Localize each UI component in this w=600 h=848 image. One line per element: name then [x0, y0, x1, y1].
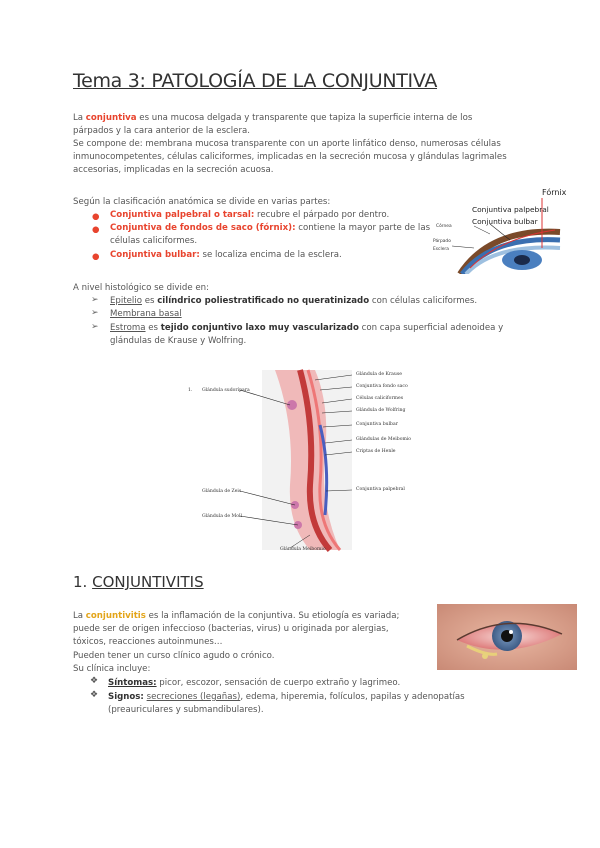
label-left-1: Córnea [436, 224, 452, 229]
histology-item-3 [110, 322, 503, 335]
anatomy-item-2 [110, 222, 430, 235]
histology-item-1 [110, 295, 477, 308]
bullet-icon: ● [92, 225, 100, 235]
histo-label: Glándula de Moll [202, 514, 242, 519]
histology-term: Membrana basal [110, 309, 182, 319]
intro-line-2: párpados y la cara anterior de la esclera. [73, 126, 250, 136]
anatomy-item-3 [110, 249, 342, 262]
sintomas-line [108, 677, 400, 690]
intro-text: es una mucosa delgada y transparente que tapiza la superficie interna de los [136, 113, 473, 123]
histo-label: Glándula de Wolfring [356, 408, 406, 413]
anatomy-lead: Según la clasificación anatómica se divide en varias partes: [73, 197, 331, 207]
conj-line-3: tóxicos, reacciones autoinmunes… [73, 637, 223, 647]
histo-label: 1. [188, 388, 193, 393]
anatomy-term: Conjuntiva palpebral o tarsal: [110, 210, 255, 220]
anatomy-desc: se localiza encima de la esclera. [199, 250, 342, 260]
histo-label: Glándulas de Meibomio [356, 437, 412, 442]
conj-text: La [73, 611, 86, 621]
conj-line-2: puede ser de origen infeccioso (bacterias, virus) u originada por alergias, [73, 624, 389, 634]
histology-bold: tejido conjuntivo laxo muy vascularizado [160, 323, 359, 333]
histology-bold: cilíndrico poliestratificado no queratinizado [157, 296, 370, 306]
intro-line-5: accesorias, implicadas en la secreción acuosa. [73, 165, 274, 175]
signos-cont: (preauriculares y submandibulares). [108, 705, 264, 715]
histology-rest: con células caliciformes. [369, 296, 478, 306]
label-left-2: Párpado [433, 239, 451, 244]
histology-term: Estroma [110, 323, 146, 333]
arrow-icon: ➢ [91, 295, 99, 305]
histology-lead: A nivel histológico se divide en: [73, 283, 209, 293]
signos-line [108, 691, 465, 704]
section-title: CONJUNTIVITIS [92, 573, 204, 591]
histology-mid: es [141, 296, 158, 306]
histology-mid: es [145, 323, 161, 333]
histo-label: Células caliciformes [356, 396, 404, 401]
section-number: 1. [73, 573, 93, 591]
anatomy-desc: recubre el párpado por dentro. [254, 210, 390, 220]
sintomas-text: picor, escozor, sensación de cuerpo extraño y lagrimeo. [156, 678, 401, 688]
conj-line-1 [73, 610, 399, 623]
arrow-icon: ➢ [91, 308, 99, 318]
conj-text: es la inflamación de la conjuntiva. Su etiología es variada; [145, 611, 400, 621]
eye-anatomy-illustration [430, 188, 570, 274]
histo-label: Conjuntiva bulbar [356, 422, 398, 427]
eye-photo-illustration [437, 604, 577, 670]
signos-text: , edema, hiperemia, folículos, papilas y adenopatías [240, 692, 465, 702]
histology-figure [180, 365, 420, 555]
label-palpebral: Conjuntiva palpebral [472, 205, 549, 214]
conj-line-5: Su clínica incluye: [73, 664, 151, 674]
histo-label: Conjuntiva fondo saco [356, 384, 408, 389]
term-conjuntivitis: conjuntivitis [85, 611, 146, 621]
histology-item-2 [110, 308, 182, 321]
intro-line-1 [73, 112, 472, 125]
histo-label: Criptas de Henle [356, 449, 396, 454]
signos-label: Signos: [108, 692, 144, 702]
histo-label: Conjuntiva palpebral [356, 487, 405, 492]
anatomy-item-2-cont: células caliciformes. [110, 236, 198, 246]
bullet-icon: ● [92, 252, 100, 262]
intro-line-3: Se compone de: membrana mucosa transparente con un aporte linfático denso, numerosas células [73, 139, 501, 149]
term-conjuntiva: conjuntiva [85, 113, 137, 123]
sintomas-label: Síntomas: [108, 678, 157, 688]
bullet-icon: ● [92, 212, 100, 222]
histology-term: Epitelio [110, 296, 142, 306]
diamond-bullet-icon: ❖ [90, 676, 99, 686]
page-title: Tema 3: PATOLOGÍA DE LA CONJUNTIVA [73, 70, 438, 92]
section-heading-conjuntivitis [73, 573, 204, 591]
conjunctivitis-eye-photo [437, 604, 577, 670]
histo-label: Glándula sudorípara [202, 388, 250, 393]
histology-item-3-cont: glándulas de Krause y Wolfring. [110, 336, 247, 346]
histology-rest: con capa superficial adenoidea y [358, 323, 504, 333]
anatomy-item-1 [110, 209, 389, 222]
arrow-icon: ➢ [91, 322, 99, 332]
signos-underlined: secreciones (legañas) [146, 692, 241, 702]
label-bulbar: Conjuntiva bulbar [472, 217, 538, 226]
diamond-bullet-icon: ❖ [90, 690, 99, 700]
anatomy-desc: contiene la mayor parte de las [295, 223, 431, 233]
histo-label: Glándula de Krause [356, 372, 402, 377]
histo-label: Glándula de Zeis [202, 489, 242, 494]
histology-illustration [180, 365, 420, 555]
anatomy-term: Conjuntiva de fondos de saco (fórnix): [110, 223, 296, 233]
label-fornix: Fórnix [542, 188, 567, 197]
intro-line-4: inmunocompetentes, células caliciformes, implicadas en la secreción mucosa y glándulas lagrimales [73, 152, 507, 162]
eye-anatomy-diagram [430, 188, 570, 274]
label-left-3: Esclera [433, 247, 449, 252]
histo-label: Glándula Meibomio [280, 547, 326, 552]
intro-text: La [73, 113, 86, 123]
conj-line-4: Pueden tener un curso clínico agudo o crónico. [73, 651, 275, 661]
anatomy-term: Conjuntiva bulbar: [110, 250, 200, 260]
